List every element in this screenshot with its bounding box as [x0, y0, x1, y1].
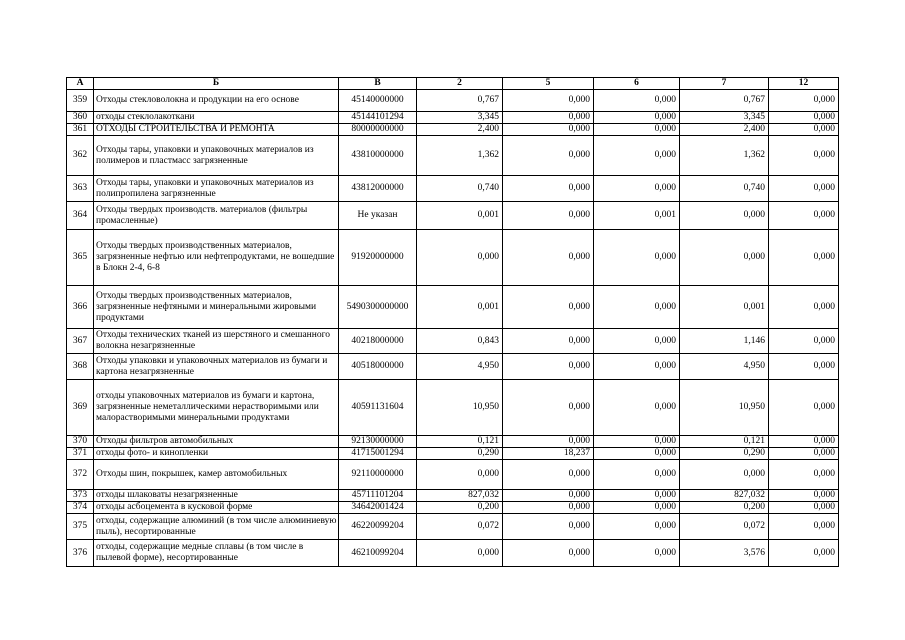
header-cell: 6: [594, 78, 680, 90]
value-col-12: 0,000: [769, 380, 839, 436]
value-col-7: 1,362: [680, 136, 769, 176]
waste-name: отходы стеклолакоткани: [94, 112, 339, 124]
table-row: [67, 502, 839, 514]
waste-code: 40591131604: [339, 380, 417, 436]
row-number: 368: [67, 354, 94, 380]
table-row: [67, 460, 839, 490]
value-col-7: 0,121: [680, 436, 769, 448]
value-col-12: 0,000: [769, 112, 839, 124]
row-number: 373: [67, 490, 94, 502]
value-col-6: 0,000: [594, 514, 680, 540]
value-col-6: 0,000: [594, 112, 680, 124]
row-number: 376: [67, 540, 94, 567]
value-col-2: 0,767: [417, 90, 503, 112]
waste-code: 5490300000000: [339, 286, 417, 329]
value-col-7: 3,576: [680, 540, 769, 567]
table-row: [67, 202, 839, 230]
row-number: 375: [67, 514, 94, 540]
value-col-5: 0,000: [503, 136, 594, 176]
value-col-7: 0,000: [680, 460, 769, 490]
value-col-12: 0,000: [769, 460, 839, 490]
value-col-12: 0,000: [769, 354, 839, 380]
table-row: [67, 540, 839, 567]
value-col-5: 0,000: [503, 329, 594, 354]
value-col-2: 0,200: [417, 502, 503, 514]
waste-name: отходы, содержащие медные сплавы (в том числе в пылевой форме), несортированные: [94, 540, 339, 567]
value-col-6: 0,000: [594, 460, 680, 490]
value-col-12: 0,000: [769, 286, 839, 329]
waste-code: 40218000000: [339, 329, 417, 354]
value-col-2: 0,121: [417, 436, 503, 448]
row-number: 364: [67, 202, 94, 230]
waste-name: отходы, содержащие алюминий (в том числе алюминиевую пыль), несортированные: [94, 514, 339, 540]
value-col-12: 0,000: [769, 124, 839, 136]
value-col-6: 0,000: [594, 124, 680, 136]
header-cell: В: [339, 78, 417, 90]
document-sheet: [66, 77, 839, 567]
header-cell: 5: [503, 78, 594, 90]
value-col-6: 0,000: [594, 448, 680, 460]
value-col-5: 0,000: [503, 460, 594, 490]
value-col-6: 0,000: [594, 380, 680, 436]
row-number: 369: [67, 380, 94, 436]
waste-code: 80000000000: [339, 124, 417, 136]
table-row: [67, 354, 839, 380]
row-number: 366: [67, 286, 94, 329]
value-col-5: 0,000: [503, 176, 594, 202]
waste-name: отходы шлаковаты незагрязненные: [94, 490, 339, 502]
value-col-7: 0,000: [680, 202, 769, 230]
value-col-12: 0,000: [769, 540, 839, 567]
row-number: 359: [67, 90, 94, 112]
value-col-7: 0,200: [680, 502, 769, 514]
waste-code: 45711101204: [339, 490, 417, 502]
value-col-12: 0,000: [769, 436, 839, 448]
header-cell: 12: [769, 78, 839, 90]
table-row: [67, 329, 839, 354]
waste-code: 40518000000: [339, 354, 417, 380]
waste-name: Отходы упаковки и упаковочных материалов из бумаги и картона незагрязненные: [94, 354, 339, 380]
header-cell: А: [67, 78, 94, 90]
value-col-12: 0,000: [769, 514, 839, 540]
waste-name: ОТХОДЫ СТРОИТЕЛЬСТВА И РЕМОНТА: [94, 124, 339, 136]
value-col-6: 0,000: [594, 540, 680, 567]
value-col-5: 0,000: [503, 230, 594, 286]
value-col-2: 0,000: [417, 230, 503, 286]
value-col-2: 3,345: [417, 112, 503, 124]
value-col-5: 0,000: [503, 540, 594, 567]
value-col-5: 0,000: [503, 124, 594, 136]
value-col-6: 0,000: [594, 490, 680, 502]
waste-code: 41715001294: [339, 448, 417, 460]
table-row: [67, 112, 839, 124]
value-col-12: 0,000: [769, 90, 839, 112]
row-number: 370: [67, 436, 94, 448]
value-col-5: 0,000: [503, 112, 594, 124]
value-col-2: 0,001: [417, 202, 503, 230]
value-col-5: 0,000: [503, 490, 594, 502]
value-col-7: 0,000: [680, 230, 769, 286]
table-row: [67, 448, 839, 460]
waste-name: отходы асбоцемента в кусковой форме: [94, 502, 339, 514]
table-row: [67, 176, 839, 202]
waste-code: 43812000000: [339, 176, 417, 202]
table-row: [67, 490, 839, 502]
value-col-2: 0,000: [417, 540, 503, 567]
value-col-7: 0,740: [680, 176, 769, 202]
waste-name: Отходы твердых производств. материалов (фильтры промасленные): [94, 202, 339, 230]
waste-code: 43810000000: [339, 136, 417, 176]
value-col-12: 0,000: [769, 502, 839, 514]
value-col-12: 0,000: [769, 202, 839, 230]
waste-name: Отходы шин, покрышек, камер автомобильных: [94, 460, 339, 490]
waste-code: 34642001424: [339, 502, 417, 514]
waste-name: отходы упаковочных материалов из бумаги и картона, загрязненные неметаллическими нерастворимыми или малорастворимыми минеральными продуктами: [94, 380, 339, 436]
value-col-6: 0,000: [594, 176, 680, 202]
value-col-12: 0,000: [769, 448, 839, 460]
waste-code: Не указан: [339, 202, 417, 230]
waste-name: Отходы твердых производственных материалов, загрязненные нефтью или нефтепродуктами, не вошедшие в Блокн 2-4, 6-8: [94, 230, 339, 286]
table-row: [67, 124, 839, 136]
value-col-5: 0,000: [503, 514, 594, 540]
row-number: 363: [67, 176, 94, 202]
table-row: [67, 436, 839, 448]
value-col-2: 827,032: [417, 490, 503, 502]
row-number: 367: [67, 329, 94, 354]
row-number: 362: [67, 136, 94, 176]
waste-code: 45140000000: [339, 90, 417, 112]
value-col-5: 0,000: [503, 90, 594, 112]
waste-code: 92130000000: [339, 436, 417, 448]
value-col-12: 0,000: [769, 176, 839, 202]
value-col-6: 0,000: [594, 230, 680, 286]
value-col-7: 0,072: [680, 514, 769, 540]
header-cell: 7: [680, 78, 769, 90]
value-col-2: 4,950: [417, 354, 503, 380]
waste-code: 91920000000: [339, 230, 417, 286]
waste-code: 46210099204: [339, 540, 417, 567]
value-col-6: 0,000: [594, 436, 680, 448]
value-col-6: 0,000: [594, 90, 680, 112]
value-col-6: 0,000: [594, 502, 680, 514]
waste-table: [66, 77, 839, 567]
value-col-2: 0,000: [417, 460, 503, 490]
row-number: 361: [67, 124, 94, 136]
value-col-2: 0,740: [417, 176, 503, 202]
header-cell: 2: [417, 78, 503, 90]
value-col-12: 0,000: [769, 230, 839, 286]
value-col-7: 10,950: [680, 380, 769, 436]
value-col-2: 1,362: [417, 136, 503, 176]
value-col-6: 0,001: [594, 202, 680, 230]
value-col-2: 0,001: [417, 286, 503, 329]
value-col-2: 0,072: [417, 514, 503, 540]
value-col-12: 0,000: [769, 490, 839, 502]
value-col-7: 0,767: [680, 90, 769, 112]
value-col-7: 827,032: [680, 490, 769, 502]
table-row: [67, 90, 839, 112]
row-number: 374: [67, 502, 94, 514]
waste-name: Отходы технических тканей из шерстяного и смешанного волокна незагрязненные: [94, 329, 339, 354]
header-row: [67, 78, 839, 90]
value-col-5: 0,000: [503, 380, 594, 436]
value-col-2: 2,400: [417, 124, 503, 136]
value-col-12: 0,000: [769, 329, 839, 354]
row-number: 371: [67, 448, 94, 460]
value-col-5: 0,000: [503, 202, 594, 230]
value-col-7: 4,950: [680, 354, 769, 380]
waste-code: 46220099204: [339, 514, 417, 540]
value-col-5: 0,000: [503, 354, 594, 380]
value-col-5: 0,000: [503, 436, 594, 448]
waste-name: отходы фото- и кинопленки: [94, 448, 339, 460]
waste-name: Отходы стекловолокна и продукции на его основе: [94, 90, 339, 112]
waste-name: Отходы тары, упаковки и упаковочных материалов из полипропилена загрязненные: [94, 176, 339, 202]
waste-code: 45144101294: [339, 112, 417, 124]
row-number: 372: [67, 460, 94, 490]
value-col-7: 2,400: [680, 124, 769, 136]
row-number: 365: [67, 230, 94, 286]
value-col-5: 0,000: [503, 286, 594, 329]
value-col-7: 0,290: [680, 448, 769, 460]
waste-code: 92110000000: [339, 460, 417, 490]
table-row: [67, 136, 839, 176]
row-number: 360: [67, 112, 94, 124]
value-col-7: 1,146: [680, 329, 769, 354]
table-row: [67, 286, 839, 329]
table-row: [67, 380, 839, 436]
waste-name: Отходы тары, упаковки и упаковочных материалов из полимеров и пластмасс загрязненные: [94, 136, 339, 176]
value-col-2: 0,843: [417, 329, 503, 354]
waste-name: Отходы фильтров автомобильных: [94, 436, 339, 448]
value-col-2: 10,950: [417, 380, 503, 436]
value-col-6: 0,000: [594, 136, 680, 176]
table-row: [67, 230, 839, 286]
header-cell: Б: [94, 78, 339, 90]
value-col-6: 0,000: [594, 286, 680, 329]
value-col-5: 0,000: [503, 502, 594, 514]
value-col-2: 0,290: [417, 448, 503, 460]
table-row: [67, 514, 839, 540]
value-col-6: 0,000: [594, 329, 680, 354]
value-col-7: 0,001: [680, 286, 769, 329]
value-col-7: 3,345: [680, 112, 769, 124]
waste-name: Отходы твердых производственных материалов, загрязненные нефтяными и минеральными жировыми продуктами: [94, 286, 339, 329]
value-col-12: 0,000: [769, 136, 839, 176]
value-col-6: 0,000: [594, 354, 680, 380]
value-col-5: 18,237: [503, 448, 594, 460]
